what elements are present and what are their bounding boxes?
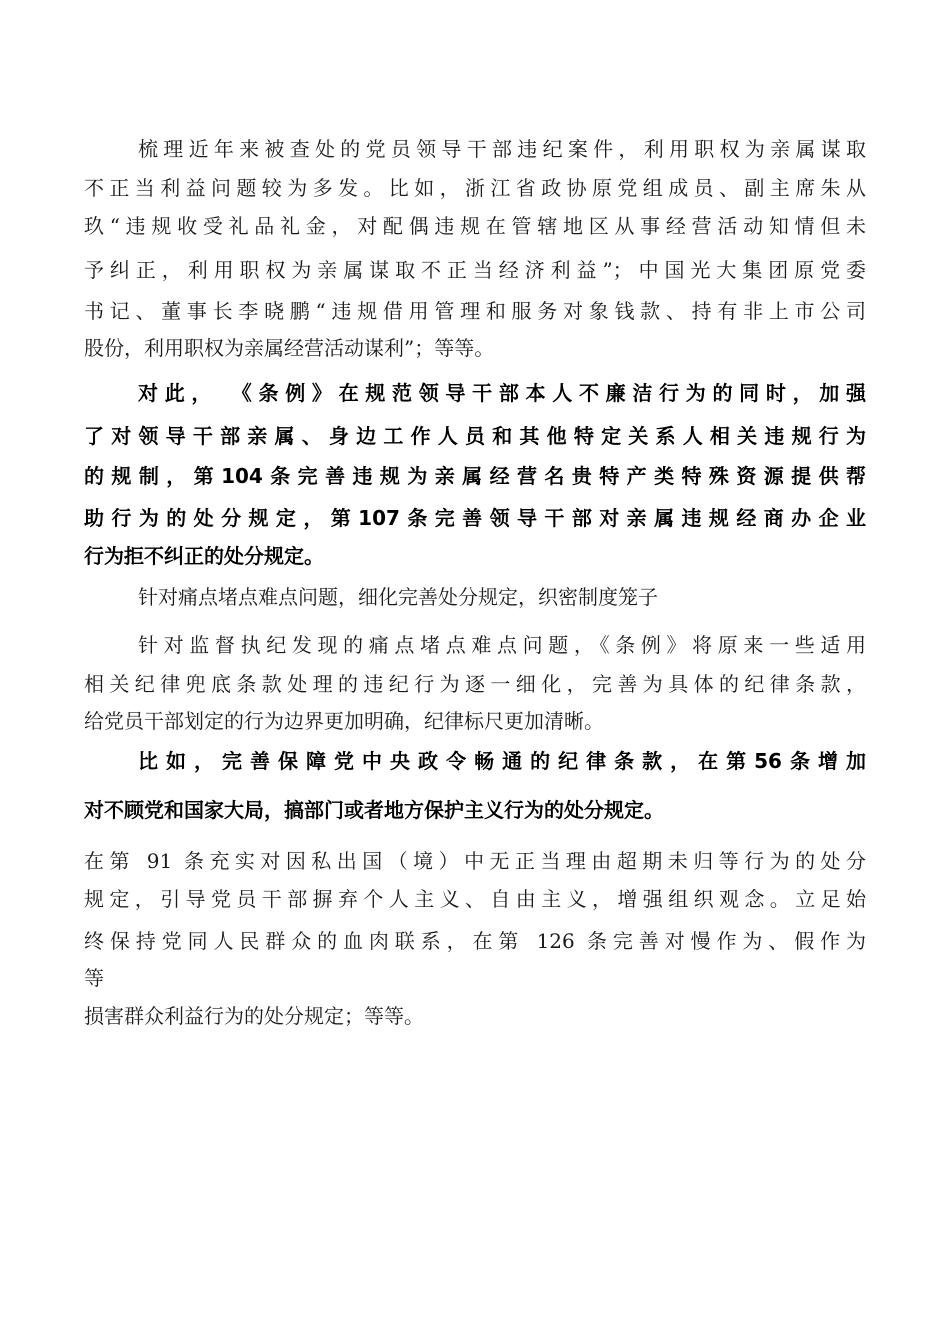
- paragraph-5-line-5: 损害群众利益行为的处分规定；等等。: [84, 1004, 424, 1028]
- paragraph-5-line-4: 等: [84, 966, 104, 990]
- paragraph-2-line-2: 了对领导干部亲属、身边工作人员和其他特定关系人相关违规行为: [84, 424, 866, 448]
- paragraph-5-line-2: 规定，引导党员干部摒弃个人主义、自由主义，增强组织观念。立足始: [84, 887, 866, 911]
- paragraph-3-line-3: 给党员干部划定的行为边界更加明确，纪律标尺更加清晰。: [84, 709, 604, 733]
- paragraph-2-line-1: 对此， 《条例》在规范领导干部本人不廉洁行为的同时，加强: [138, 381, 866, 405]
- paragraph-1-line-1: 梳理近年来被查处的党员领导干部违纪案件，利用职权为亲属谋取: [138, 137, 866, 161]
- paragraph-5-line-1: 在第 91 条充实对因私出国（境）中无正当理由超期未归等行为的处分: [84, 849, 866, 873]
- paragraph-1-line-2: 不正当利益问题较为多发。比如，浙江省政协原党组成员、副主席朱从: [84, 176, 866, 200]
- paragraph-1-line-6: 股份，利用职权为亲属经营活动谋利”；等等。: [84, 336, 495, 360]
- paragraph-1-line-5: 书记、董事长李晓鹏“违规借用管理和服务对象钱款、持有非上市公司: [84, 299, 866, 323]
- paragraph-1-line-4: 予纠正，利用职权为亲属谋取不正当经济利益”；中国光大集团原党委: [84, 258, 866, 282]
- paragraph-2-line-4: 助行为的处分规定，第107条完善领导干部对亲属违规经商办企业: [84, 506, 866, 530]
- paragraph-3-line-2: 相关纪律兜底条款处理的违纪行为逐一细化，完善为具体的纪律条款，: [84, 672, 866, 696]
- paragraph-3-line-1: 针对监督执纪发现的痛点堵点难点问题，《条例》将原来一些适用: [138, 633, 866, 657]
- paragraph-1-line-3: 玖“违规收受礼品礼金，对配偶违规在管辖地区从事经营活动知情但未: [84, 214, 866, 238]
- paragraph-4-line-1: 比如，完善保障党中央政令畅通的纪律条款，在第56条增加: [138, 749, 866, 773]
- section-heading: 针对痛点堵点难点问题，细化完善处分规定，织密制度笼子: [138, 585, 658, 609]
- paragraph-2-line-5: 行为拒不纠正的处分规定。: [84, 544, 324, 568]
- paragraph-4-line-2: 对不顾党和国家大局，搞部门或者地方保护主义行为的处分规定。: [84, 798, 664, 822]
- paragraph-2-line-3: 的规制，第104条完善违规为亲属经营名贵特产类特殊资源提供帮: [84, 464, 866, 488]
- paragraph-5-line-3: 终保持党同人民群众的血肉联系，在第 126 条完善对慢作为、假作为: [84, 929, 866, 953]
